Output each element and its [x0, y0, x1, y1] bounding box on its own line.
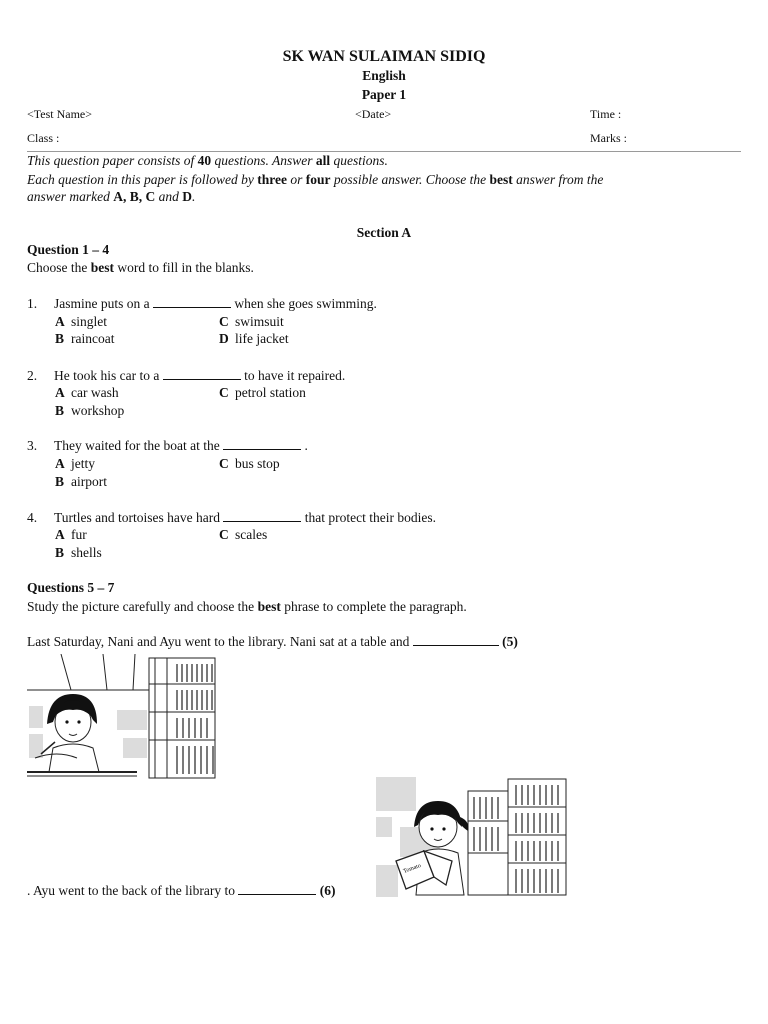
- option-2c[interactable]: C petrol station: [219, 385, 306, 400]
- group1-title: Question 1 – 4: [27, 242, 110, 257]
- time-label: Time :: [590, 107, 622, 121]
- instruction-line-3: answer marked A, B, C and D.: [27, 189, 196, 204]
- option-3c[interactable]: C bus stop: [219, 456, 280, 471]
- option-1d[interactable]: D life jacket: [219, 331, 289, 346]
- book-title: Tomato: [402, 862, 422, 875]
- option-2a[interactable]: A car wash: [55, 385, 119, 400]
- marks-label: Marks :: [590, 131, 627, 145]
- question-1: 1. Jasmine puts on a when she goes swimming.: [27, 296, 377, 311]
- test-name: <Test Name>: [27, 107, 93, 121]
- question-2: 2. He took his car to a to have it repaired.: [27, 368, 346, 383]
- instruction-line-2: Each question in this paper is followed by three or four possible answer. Choose the best answer from the: [27, 172, 604, 187]
- paragraph-line-2: . Ayu went to the back of the library to (6): [27, 883, 336, 898]
- class-label: Class :: [27, 131, 60, 145]
- option-2b[interactable]: B workshop: [55, 403, 125, 418]
- instruction-line-1: This question paper consists of 40 questions. Answer all questions.: [27, 153, 388, 168]
- nani-writing-illustration: [27, 654, 217, 780]
- question-3: 3. They waited for the boat at the .: [27, 438, 308, 453]
- ayu-reading-illustration: [376, 777, 568, 897]
- subject: English: [362, 68, 406, 83]
- option-4c[interactable]: C scales: [219, 527, 268, 542]
- paragraph-line-1: Last Saturday, Nani and Ayu went to the library. Nani sat at a table and (5): [27, 634, 518, 649]
- option-1c[interactable]: C swimsuit: [219, 314, 284, 329]
- question-4: 4. Turtles and tortoises have hard that protect their bodies.: [27, 510, 436, 525]
- option-1b[interactable]: B raincoat: [55, 331, 115, 346]
- option-3b[interactable]: B airport: [55, 474, 107, 489]
- paper-number: Paper 1: [361, 87, 407, 102]
- test-date: <Date>: [355, 107, 392, 121]
- section-title: Section A: [356, 225, 412, 240]
- option-1a[interactable]: A singlet: [55, 314, 107, 329]
- option-4b[interactable]: B shells: [55, 545, 102, 560]
- option-4a[interactable]: A fur: [55, 527, 87, 542]
- group2-title: Questions 5 – 7: [27, 580, 115, 595]
- group1-instruction: Choose the best word to fill in the blanks.: [27, 260, 254, 275]
- option-3a[interactable]: A jetty: [55, 456, 95, 471]
- group2-instruction: Study the picture carefully and choose the best phrase to complete the paragraph.: [27, 599, 467, 614]
- header-divider: [27, 151, 741, 152]
- school-name: SK WAN SULAIMAN SIDIQ: [282, 48, 486, 65]
